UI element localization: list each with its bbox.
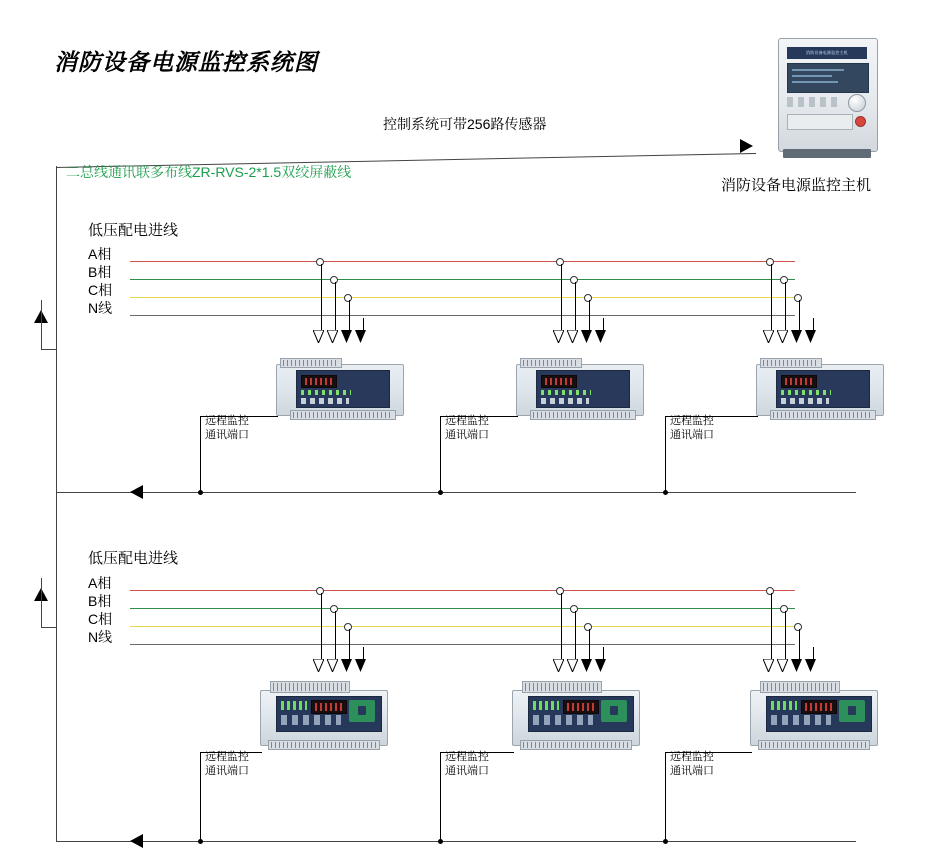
feeder-2-port-label-2: [445, 750, 489, 779]
feeder-2-port-label-1: [205, 750, 249, 779]
host-button-row[interactable]: [787, 97, 839, 107]
monitor-module-2-2: [512, 678, 638, 748]
monitor-module-1-3: [756, 356, 882, 418]
host-alarm-indicator: [855, 116, 866, 127]
feeder-1-port-label-1: [205, 414, 249, 443]
feeder-1-junction-1: [198, 490, 203, 495]
feeder-2-port-label-3-line2: 通讯端口: [670, 765, 714, 778]
feeder-1-junction-3: [663, 490, 668, 495]
feeder-2-port-label-1-line2: 通讯端口: [205, 765, 249, 778]
host-base: [783, 149, 871, 158]
feeder-2-title: 低压配电进线: [88, 550, 179, 567]
feeder-1-port-label-2-line2: 通讯端口: [445, 429, 489, 442]
feeder-2-g1-ct-n: [360, 647, 366, 672]
feeder-2-port-label-2-line2: 通讯端口: [445, 765, 489, 778]
bus-flow-arrow-bottom: [130, 834, 143, 848]
host-card-slot: [787, 114, 853, 130]
bus-vertical-main: [56, 166, 57, 842]
feeder-1-g1-ct-n: [360, 318, 366, 343]
feeder-2-g2-ct-n: [600, 647, 606, 672]
feeder-2-port-label-1-line1: 远程监控: [205, 751, 249, 763]
feeder-2-port-label-3-line1: 远程监控: [670, 751, 714, 763]
feeder-2-g1-ct-a: [318, 593, 324, 672]
monitor-module-1-2: [516, 356, 642, 418]
feeder-2-g3-ct-a: [768, 593, 774, 672]
feeder-2-drop-1: [200, 752, 201, 841]
bus-arrow-to-host: [740, 139, 753, 153]
feeder-1-g1-ct-a: [318, 264, 324, 343]
feeder-1-port-label-2-line1: 远程监控: [445, 415, 489, 427]
host-lcd-screen: [787, 63, 869, 93]
feeder-1-g1-ct-b: [332, 282, 338, 343]
feeder-1-drop-1: [200, 416, 201, 492]
feeder-1-title: 低压配电进线: [88, 222, 179, 239]
bus-arrow-link-2: [41, 627, 57, 628]
bus-flow-arrow-middle: [130, 485, 143, 499]
feeder-1-g2-ct-b: [572, 282, 578, 343]
feeder-2-junction-1: [198, 839, 203, 844]
feeder-1-port-label-1-line1: 远程监控: [205, 415, 249, 427]
feeder-2-g3-ct-c: [796, 629, 802, 672]
bus-line-label: 二总线通讯联多布线ZR-RVS-2*1.5双绞屏蔽线: [66, 164, 352, 180]
bus-arrow-stem-1: [41, 300, 42, 350]
feeder-1-g2-ct-c: [586, 300, 592, 343]
feeder-1-g2-ct-n: [600, 318, 606, 343]
feeder-1-port-label-3-line2: 通讯端口: [670, 429, 714, 442]
bus-arrow-link-1: [41, 349, 57, 350]
feeder-1-g3-ct-b: [782, 282, 788, 343]
feeder-1-phase-c-line: [130, 297, 795, 298]
feeder-2-g1-ct-c: [346, 629, 352, 672]
feeder-2-drop-3: [665, 752, 666, 841]
feeder-1-phase-c-label: C相: [88, 282, 113, 298]
feeder-2-phase-a-label: A相: [88, 575, 112, 591]
feeder-2-phase-b-line: [130, 608, 795, 609]
feeder-1-phase-n-label: N线: [88, 300, 113, 316]
feeder-2-g2-ct-c: [586, 629, 592, 672]
bus-note: 控制系统可带256路传感器: [383, 116, 547, 132]
monitor-module-2-3: [750, 678, 876, 748]
feeder-2-junction-2: [438, 839, 443, 844]
feeder-2-g1-ct-b: [332, 611, 338, 672]
bus-horizontal-bottom: [56, 841, 856, 842]
monitor-module-2-1: [260, 678, 386, 748]
feeder-2-phase-a-line: [130, 590, 795, 591]
feeder-2-phase-n-line: [130, 644, 795, 645]
feeder-2-junction-3: [663, 839, 668, 844]
feeder-2-port-label-2-line1: 远程监控: [445, 751, 489, 763]
feeder-2-phase-c-line: [130, 626, 795, 627]
feeder-2-g2-ct-b: [572, 611, 578, 672]
feeder-1-drop-2: [440, 416, 441, 492]
feeder-2-phase-b-label: B相: [88, 593, 112, 609]
host-knob[interactable]: [848, 94, 866, 112]
monitoring-host-panel: [778, 38, 876, 160]
monitor-module-1-1: [276, 356, 402, 418]
bus-arrow-stem-2: [41, 578, 42, 628]
feeder-1-drop-3: [665, 416, 666, 492]
feeder-2-g2-ct-a: [558, 593, 564, 672]
feeder-2-phase-c-label: C相: [88, 611, 113, 627]
feeder-2-g3-ct-b: [782, 611, 788, 672]
feeder-2-phase-n-label: N线: [88, 629, 113, 645]
feeder-1-phase-a-label: A相: [88, 246, 112, 262]
page-title: 消防设备电源监控系统图: [54, 50, 318, 76]
feeder-1-g3-ct-n: [810, 318, 816, 343]
feeder-1-g3-ct-a: [768, 264, 774, 343]
feeder-1-port-label-3: [670, 414, 714, 443]
feeder-1-g3-ct-c: [796, 300, 802, 343]
feeder-1-phase-b-label: B相: [88, 264, 112, 280]
feeder-1-phase-a-line: [130, 261, 795, 262]
feeder-1-g1-ct-c: [346, 300, 352, 343]
feeder-1-g2-ct-a: [558, 264, 564, 343]
feeder-2-port-label-3: [670, 750, 714, 779]
feeder-1-phase-b-line: [130, 279, 795, 280]
host-panel-header: 消防设备电源监控主机: [787, 47, 867, 59]
feeder-2-g3-ct-n: [810, 647, 816, 672]
feeder-1-phase-n-line: [130, 315, 795, 316]
feeder-1-port-label-2: [445, 414, 489, 443]
feeder-1-port-label-1-line2: 通讯端口: [205, 429, 249, 442]
host-label: 消防设备电源监控主机: [721, 177, 872, 194]
feeder-1-port-label-3-line1: 远程监控: [670, 415, 714, 427]
bus-horizontal-middle: [56, 492, 856, 493]
feeder-2-drop-2: [440, 752, 441, 841]
feeder-1-junction-2: [438, 490, 443, 495]
